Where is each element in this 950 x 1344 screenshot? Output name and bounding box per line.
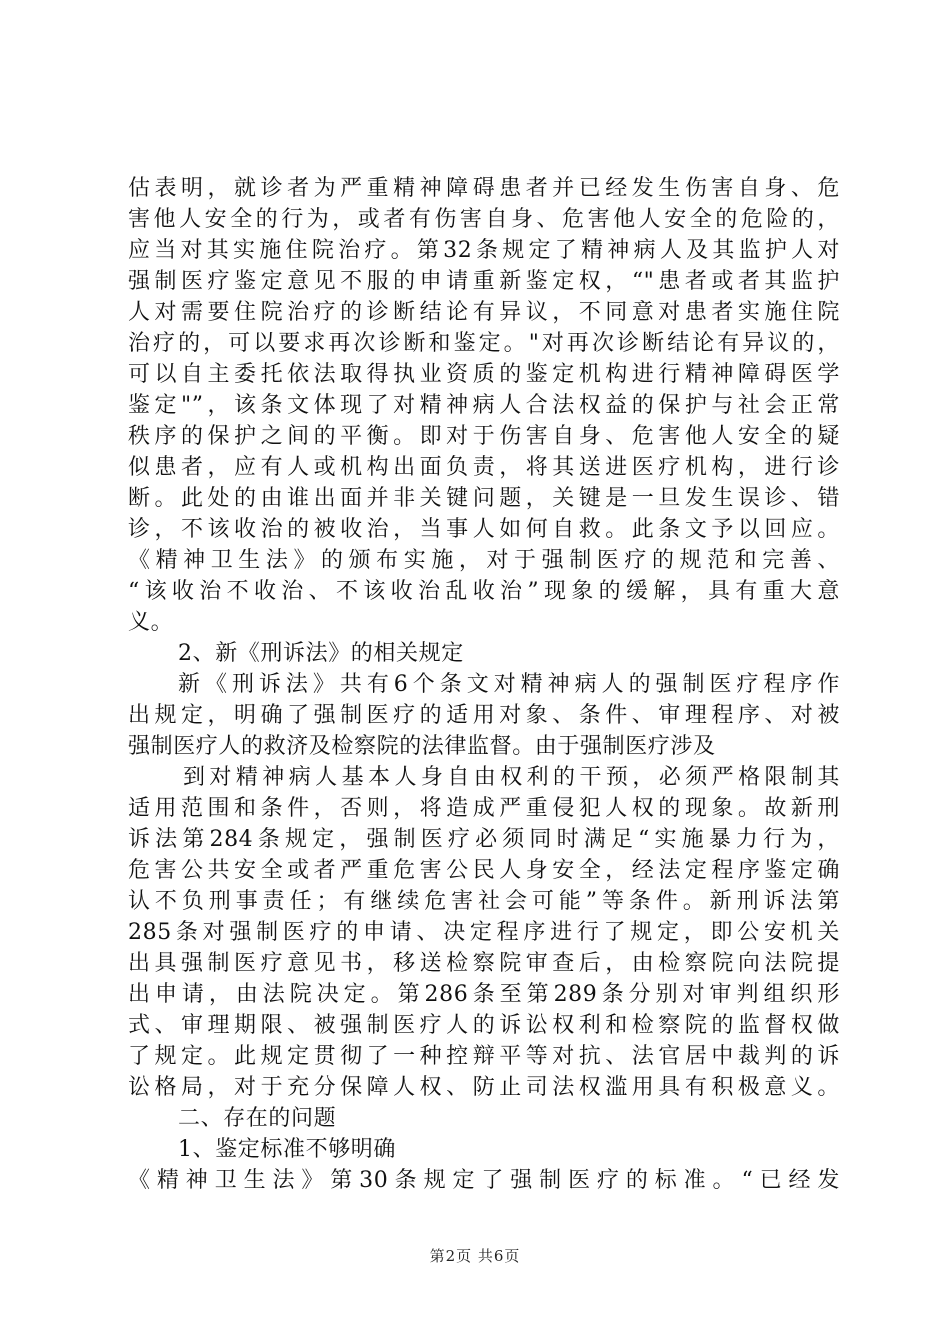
text-line: 估表明，就诊者为严重精神障碍患者并已经发生伤害自身、危: [128, 176, 840, 201]
text-line: “该收治不收治、不该收治乱收治”现象的缓解，具有重大意: [128, 579, 840, 604]
text-line: 出规定，明确了强制医疗的适用对象、条件、审理程序、对被: [128, 703, 840, 728]
document-body: [128, 173, 840, 1196]
text-line: 似患者，应有人或机构出面负责，将其送进医疗机构，进行诊: [128, 455, 840, 480]
text-line: 强制医疗鉴定意见不服的申请重新鉴定权，“"患者或者其监护: [128, 269, 840, 294]
text-line: 新《刑诉法》共有6个条文对精神病人的强制医疗程序作: [178, 672, 840, 697]
text-line: 出申请，由法院决定。第286条至第289条分别对审判组织形: [128, 982, 840, 1007]
section-heading: 2、新《刑诉法》的相关规定: [178, 641, 464, 666]
text-line: 应当对其实施住院治疗。第32条规定了精神病人及其监护人对: [128, 238, 840, 263]
text-line: 诊，不该收治的被收治，当事人如何自救。此条文予以回应。: [128, 517, 840, 542]
text-line: 人对需要住院治疗的诊断结论有异议，不同意对患者实施住院: [128, 300, 840, 325]
text-line: 适用范围和条件，否则，将造成严重侵犯人权的现象。故新刑: [128, 796, 840, 821]
text-line: 义。: [128, 610, 174, 635]
page-footer: [0, 1245, 950, 1266]
text-line: 强制医疗人的救济及检察院的法律监督。由于强制医疗涉及: [128, 734, 716, 759]
text-line: 鉴定"”，该条文体现了对精神病人合法权益的保护与社会正常: [128, 393, 840, 418]
text-line: 讼格局，对于充分保障人权、防止司法权滥用具有积极意义。: [128, 1075, 840, 1100]
text-line: 了规定。此规定贯彻了一种控辩平等对抗、法官居中裁判的诉: [128, 1044, 840, 1069]
text-line: 可以自主委托依法取得执业资质的鉴定机构进行精神障碍医学: [128, 362, 840, 387]
text-line: 式、审理期限、被强制医疗人的诉讼权利和检察院的监督权做: [128, 1013, 840, 1038]
text-line: 害他人安全的行为，或者有伤害自身、危害他人安全的危险的，: [128, 207, 840, 232]
text-line: 出具强制医疗意见书，移送检察院审查后，由检察院向法院提: [128, 951, 840, 976]
text-line: 《精神卫生法》第30条规定了强制医疗的标准。“已经发: [128, 1168, 840, 1193]
subsection-heading: 1、鉴定标准不够明确: [178, 1137, 396, 1162]
text-line: 《精神卫生法》的颁布实施，对于强制医疗的规范和完善、: [128, 548, 840, 573]
text-line: 认不负刑事责任；有继续危害社会可能”等条件。新刑诉法第: [128, 889, 840, 914]
text-line: 秩序的保护之间的平衡。即对于伤害自身、危害他人安全的疑: [128, 424, 840, 449]
page-number: 第2页 共6页: [429, 1247, 521, 1265]
text-line: 断。此处的由谁出面并非关键问题，关键是一旦发生误诊、错: [128, 486, 840, 511]
text-line: 到对精神病人基本人身自由权利的干预，必须严格限制其: [183, 765, 840, 790]
text-line: 危害公共安全或者严重危害公民人身安全，经法定程序鉴定确: [128, 858, 840, 883]
text-line: 285条对强制医疗的申请、决定程序进行了规定，即公安机关: [128, 920, 840, 945]
text-line: 治疗的，可以要求再次诊断和鉴定。"对再次诊断结论有异议的，: [128, 331, 840, 356]
text-line: 诉法第284条规定，强制医疗必须同时满足“实施暴力行为，: [128, 827, 840, 852]
section-heading: 二、存在的问题: [178, 1106, 337, 1131]
